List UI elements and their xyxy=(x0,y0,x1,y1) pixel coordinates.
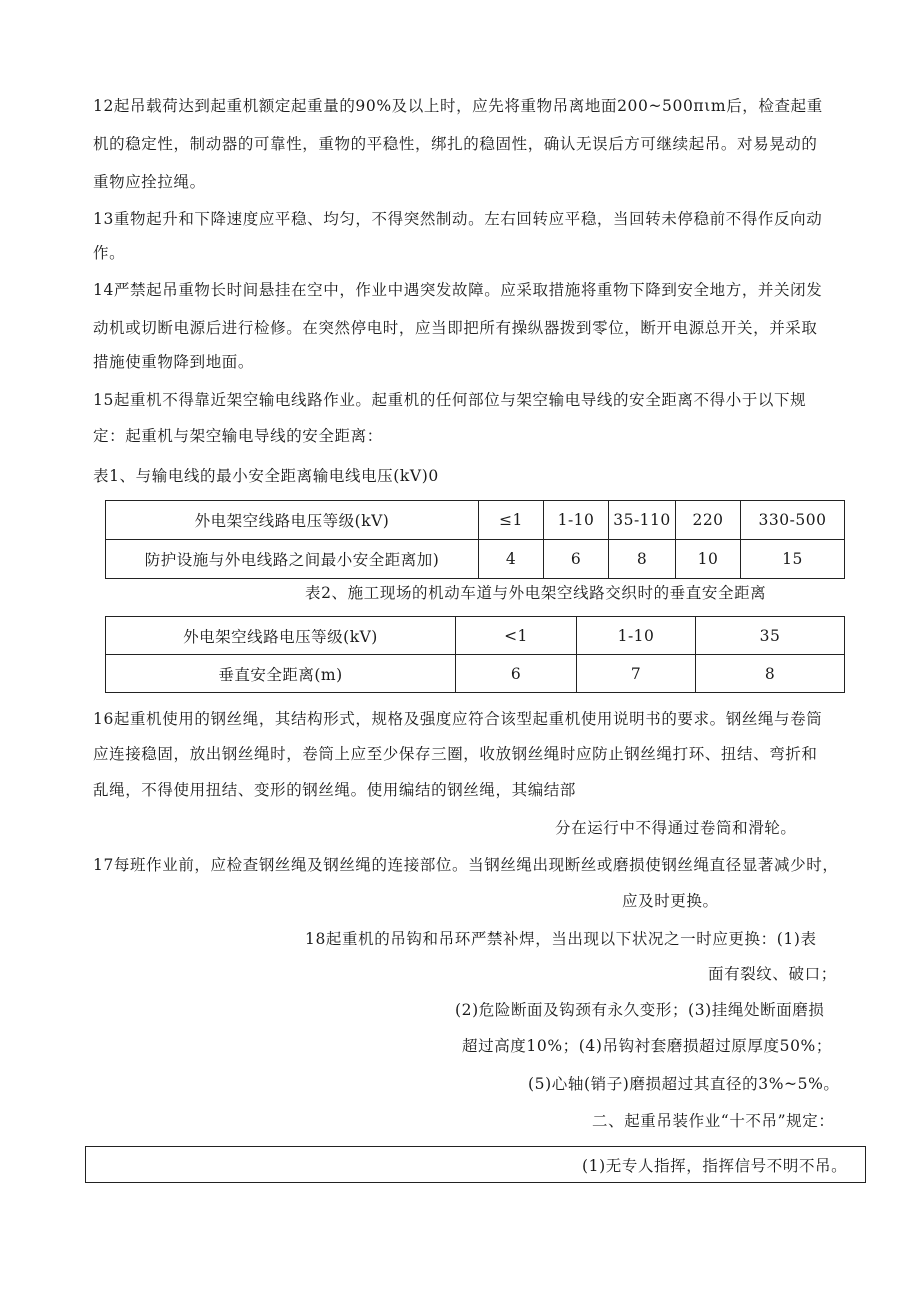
text-line: 面有裂纹、破口； xyxy=(708,965,837,983)
table-cell: 垂直安全距离(m) xyxy=(106,655,456,693)
text-line: 措施使重物降到地面。 xyxy=(93,353,255,371)
table-row xyxy=(106,617,845,655)
table-cell: 6 xyxy=(544,540,609,579)
text-line: 应及时更换。 xyxy=(622,892,719,910)
text-line: 分在运行中不得通过卷筒和滑轮。 xyxy=(555,819,797,837)
text-line: 17每班作业前，应检查钢丝绳及钢丝绳的连接部位。当钢丝绳出现断丝或磨损使钢丝绳直径显著减少时， xyxy=(93,856,839,874)
text-line: 14严禁起吊重物长时间悬挂在空中，作业中遇突发故障。应采取措施将重物下降到安全地方，并关闭发 xyxy=(93,281,823,299)
table-cell: 330-500 xyxy=(741,501,845,540)
text-line: (2)危险断面及钩颈有永久变形；(3)挂绳处断面磨损 xyxy=(455,1001,825,1019)
table1-caption: 表1、与输电线的最小安全距离输电线电压(kV)0 xyxy=(93,467,439,485)
text-line: 定：起重机与架空输电导线的安全距离： xyxy=(93,427,383,445)
text-line: 机的稳定性，制动器的可靠性，重物的平稳性，绑扎的稳固性，确认无误后方可继续起吊。对易晃动的 xyxy=(93,135,818,153)
table-row xyxy=(106,540,845,579)
table-cell: 1-10 xyxy=(577,617,696,655)
text-line: 应连接稳固，放出钢丝绳时，卷筒上应至少保存三圈，收放钢丝绳时应防止钢丝绳打环、扭结、弯折和 xyxy=(93,745,818,763)
text-line: 13重物起升和下降速度应平稳、均匀，不得突然制动。左右回转应平稳，当回转未停稳前不得作反向动 xyxy=(93,210,823,228)
text-line: 12起吊载荷达到起重机额定起重量的90%及以上时，应先将重物吊离地面200~500πιm后，检查起重 xyxy=(93,97,823,115)
text-line: 乱绳，不得使用扭结、变形的钢丝绳。使用编结的钢丝绳，其编结部 xyxy=(93,781,577,799)
table-cell: 防护设施与外电线路之间最小安全距离加) xyxy=(106,540,479,579)
table-cell: 4 xyxy=(479,540,544,579)
table-cell: 220 xyxy=(676,501,741,540)
table-cell: 10 xyxy=(676,540,741,579)
table-cell: 35 xyxy=(696,617,845,655)
table-row xyxy=(106,655,845,693)
table-cell: 35-110 xyxy=(609,501,676,540)
table-cell: ≤1 xyxy=(479,501,544,540)
table-cell: 1-10 xyxy=(544,501,609,540)
text-line: 15起重机不得靠近架空输电线路作业。起重机的任何部位与架空输电导线的安全距离不得小于以下规 xyxy=(93,391,807,409)
table-cell: 外电架空线路电压等级(kV) xyxy=(106,501,479,540)
text-line: 动机或切断电源后进行检修。在突然停电时，应当即把所有操纵器拨到零位，断开电源总开关，并采取 xyxy=(93,319,818,337)
table-cell: 15 xyxy=(741,540,845,579)
table2-caption: 表2、施工现场的机动车道与外电架空线路交织时的垂直安全距离 xyxy=(305,584,767,602)
table-cell: 7 xyxy=(577,655,696,693)
section-2-title: 二、起重吊装作业“十不吊”规定： xyxy=(592,1112,835,1130)
text-line: 作。 xyxy=(93,244,126,262)
table-cell: 6 xyxy=(456,655,577,693)
text-line: 超过高度10%；(4)吊钩衬套磨损超过原厚度50%； xyxy=(462,1037,832,1055)
text-line: 重物应拴拉绳。 xyxy=(93,173,206,191)
table-row xyxy=(106,501,845,540)
safety-distance-table-1 xyxy=(105,500,845,579)
table-cell: 8 xyxy=(696,655,845,693)
text-line: (5)心轴(销子)磨损超过其直径的3%~5%。 xyxy=(528,1075,840,1093)
text-line: 16起重机使用的钢丝绳，其结构形式，规格及强度应符合该型起重机使用说明书的要求。钢丝绳与卷筒 xyxy=(93,710,823,728)
table-cell: 外电架空线路电压等级(kV) xyxy=(106,617,456,655)
table-cell: <1 xyxy=(456,617,577,655)
rule-item-1: (1)无专人指挥，指挥信号不明不吊。 xyxy=(582,1157,848,1175)
text-line: 18起重机的吊钩和吊环严禁补焊，当出现以下状况之一时应更换：(1)表 xyxy=(305,930,817,948)
vertical-distance-table-2 xyxy=(105,616,845,693)
table-cell: 8 xyxy=(609,540,676,579)
